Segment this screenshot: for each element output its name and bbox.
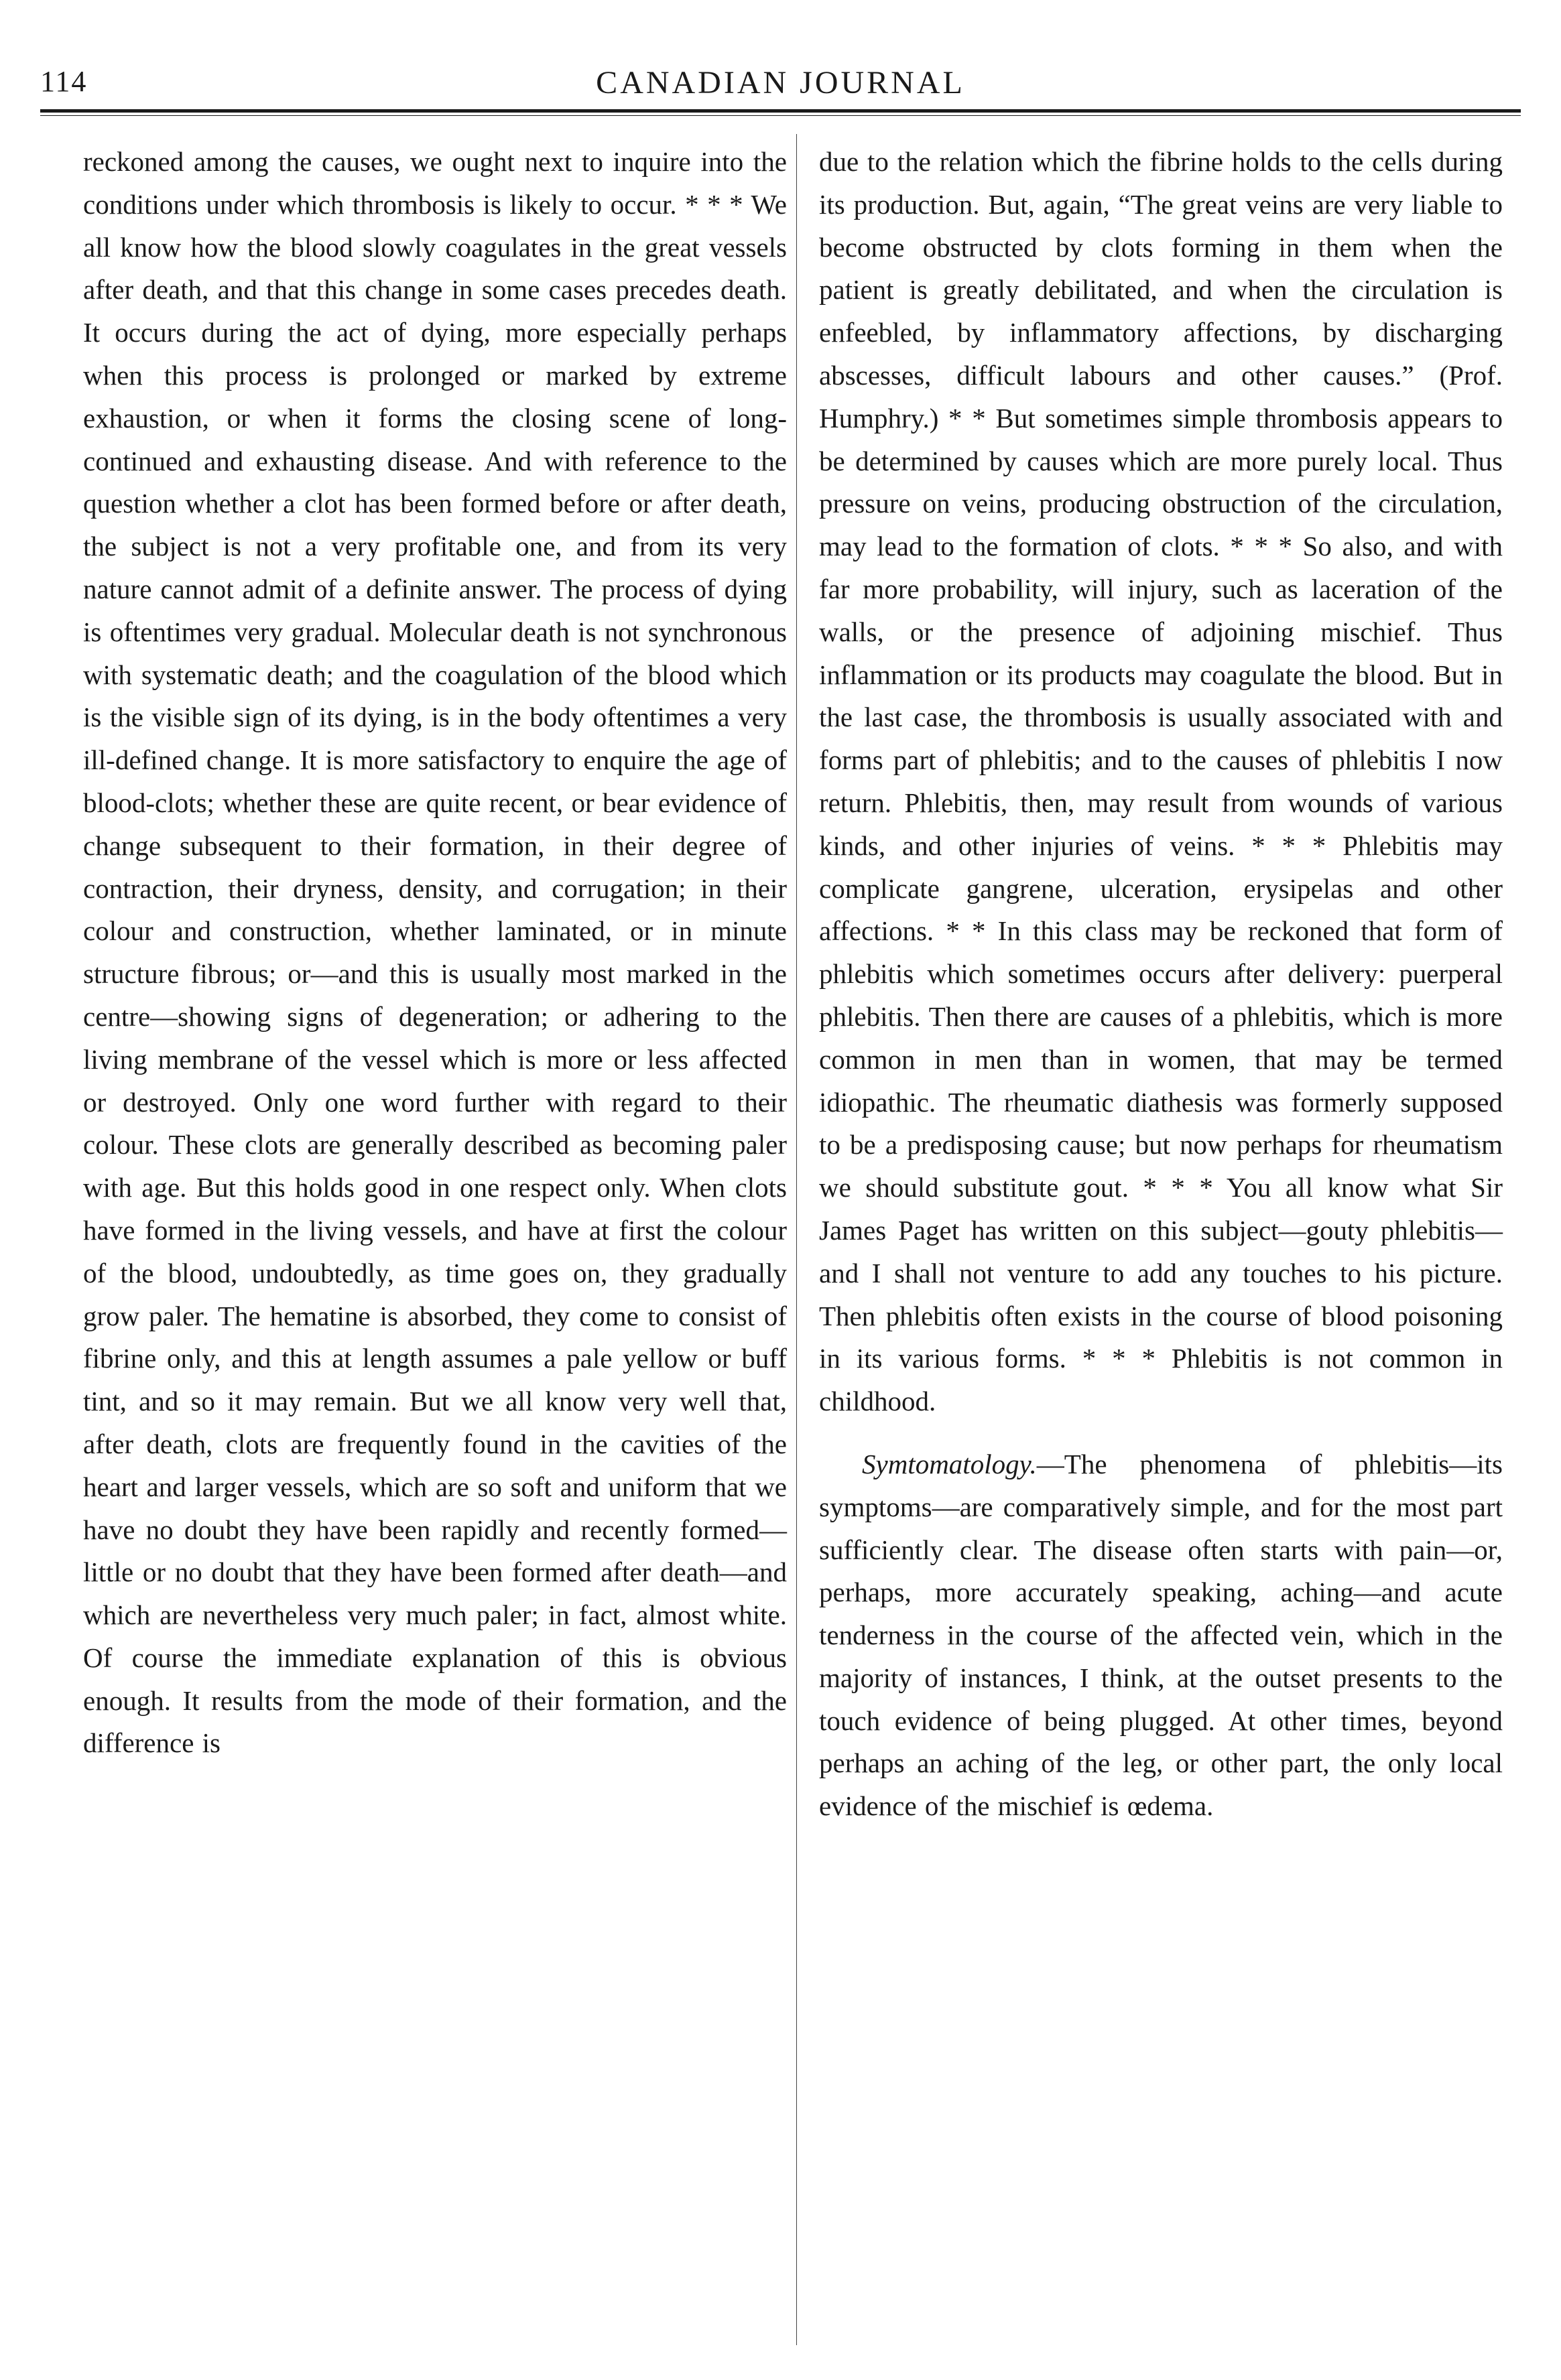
right-column: [819, 141, 1503, 1828]
left-column: [83, 141, 787, 1765]
column-divider: [796, 134, 797, 2345]
page-number: 114: [40, 65, 88, 98]
header-rule-thin: [40, 115, 1521, 116]
symptomatology-paragraph: [819, 1443, 1503, 1828]
symptomatology-text: —The phenomena of phlebitis—its symptoms—are comparatively simple, and for the most part sufficiently clear. The disease often starts with pain—or, perhaps, more accurately speaking, aching—and acute tenderness in the course of the affected vein, which in the majority of instances, I think, at the outset presents to the touch evidence of being plugged. At other times, beyond perhaps an aching of the leg, or other part, the only local evidence of the mischief is œdema.: [819, 1448, 1503, 1822]
right-paragraph: due to the relation which the fibrine holds to the cells during its production. But, again, “The great veins are very liable to become obstructed by clots forming in them when the patient is greatly debilitated, and when the circulation is enfeebled, by inflammatory affections, by discharging abscesses, difficult labours and other causes.” (Prof. Humphry.) * * But sometimes simple thrombosis appears to be determined by causes which are more purely local. Thus pressure on veins, producing obstruction of the circulation, may lead to the formation of clots. * * * So also, and with far more probability, will injury, such as laceration of the walls, or the presence of adjoining mischief. Thus inflammation or its products may coagulate the blood. But in the last case, the thrombosis is usually associated with and forms part of phlebitis; and to the causes of phlebitis I now return. Phlebitis, then, may result from wounds of various kinds, and other injuries of veins. * * * Phlebitis may complicate gangrene, ulceration, erysipelas and other affections. * * In this class may be reckoned that form of phlebitis which sometimes occurs after delivery: puerperal phlebitis. Then there are causes of a phlebitis, which is more common in men than in women, that may be termed idiopathic. The rheumatic diathesis was formerly supposed to be a predisposing cause; but now perhaps for rheumatism we should substitute gout. * * * You all know what Sir James Paget has written on this subject—gouty phlebitis—and I shall not venture to add any touches to his picture. Then phlebitis often exists in the course of blood poisoning in its various forms. * * * Phlebitis is not common in childhood.: [819, 146, 1503, 1417]
section-heading: Symtomatology.: [862, 1448, 1037, 1479]
paragraph-gap: [819, 1423, 1503, 1443]
page-header: [40, 47, 1521, 107]
left-paragraph: reckoned among the causes, we ought next to inquire into the conditions under which thrombosis is likely to occur. * * * We all know how the blood slowly coagulates in the great vessels after death, and that this change in some cases precedes death. It occurs during the act of dying, more especially perhaps when this process is prolonged or marked by extreme exhaustion, or when it forms the closing scene of long-continued and exhausting disease. And with reference to the question whether a clot has been formed before or after death, the subject is not a very profitable one, and from its very nature cannot admit of a definite answer. The process of dying is oftentimes very gradual. Molecular death is not synchronous with systematic death; and the coagulation of the blood which is the visible sign of its dying, is in the body oftentimes a very ill-defined change. It is more satisfactory to enquire the age of blood-clots; whether these are quite recent, or bear evidence of change subsequent to their formation, in their degree of contraction, their dryness, density, and corrugation; in their colour and construction, whether laminated, or in minute structure fibrous; or—and this is usually most marked in the centre—showing signs of degeneration; or adhering to the living membrane of the vessel which is more or less affected or destroyed. Only one word further with regard to their colour. These clots are generally described as becoming paler with age. But this holds good in one respect only. When clots have formed in the living vessels, and have at first the colour of the blood, undoubtedly, as time goes on, they gradually grow paler. The hematine is absorbed, they come to consist of fibrine only, and this at length assumes a pale yellow or buff tint, and so it may remain. But we all know very well that, after death, clots are frequently found in the cavities of the heart and larger vessels, which are so soft and uniform that we have no doubt they have been rapidly and recently formed—little or no doubt that they have been formed after death—and which are nevertheless very much paler; in fact, almost white. Of course the immediate explanation of this is obvious enough. It results from the mode of their formation, and the difference is: [83, 146, 787, 1759]
header-rule-thick: [40, 109, 1521, 113]
running-title: CANADIAN JOURNAL: [596, 65, 965, 101]
